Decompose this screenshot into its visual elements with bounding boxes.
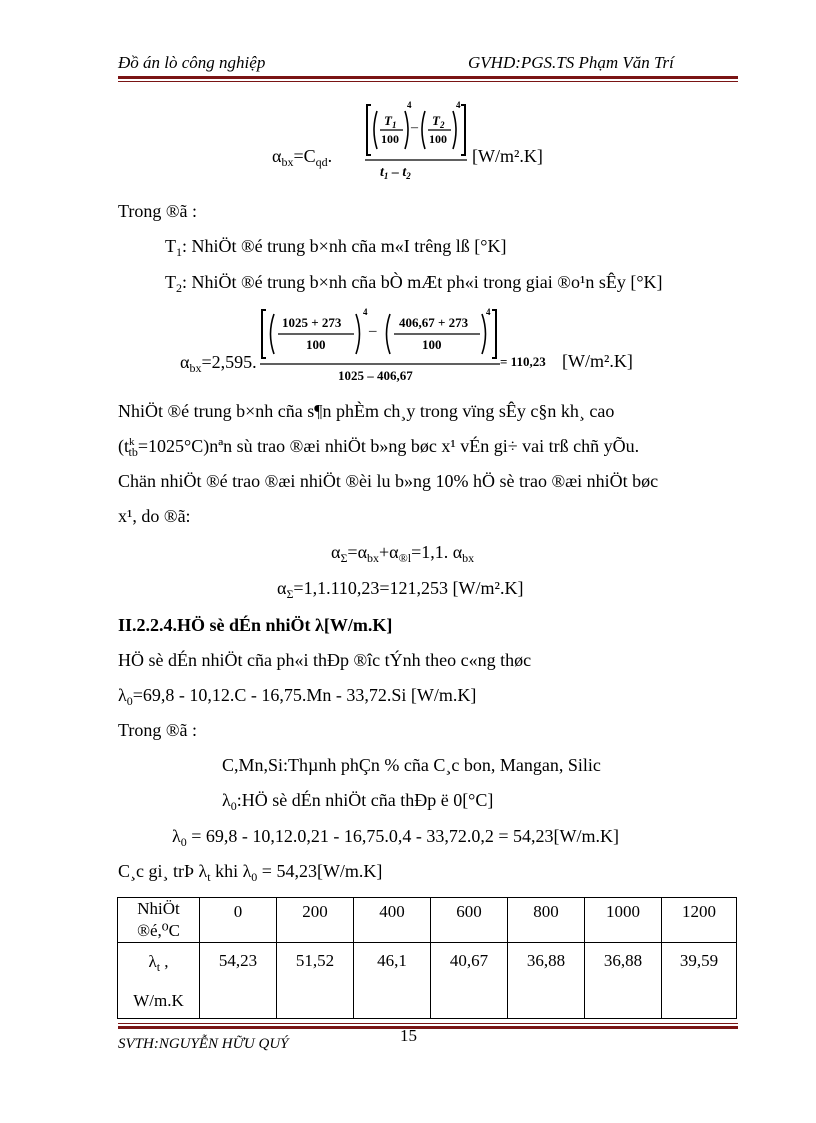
table-cell: 400: [354, 898, 431, 943]
para-line-1: NhiÖt ®é trung b×nh cña s¶n phÈm ch¸y trong vïng sÊy c§n kh¸ cao: [118, 401, 615, 421]
footer-left: SVTH:NGUYỄN HỮU QUÝ: [118, 1036, 289, 1052]
table-cell: 46,1: [354, 943, 431, 1019]
lambda0-lhs: λ: [118, 685, 127, 705]
calc-sub: 0: [180, 835, 187, 849]
table-header-temp: [118, 898, 200, 943]
footer-rule-thin: [118, 1023, 738, 1024]
th-lambda-a: λ: [148, 952, 157, 971]
f1-hundred-1: 100: [381, 132, 399, 146]
para-line-2: [118, 436, 639, 460]
table-cell: 800: [508, 898, 585, 943]
th-lambda-line1: [118, 945, 199, 984]
header-rule-thin: [118, 81, 738, 82]
f2-b: 406,67 + 273: [399, 315, 469, 330]
l0-desc: :HÖ sè dÉn nhiÖt cña thÐp ë 0[°C]: [236, 790, 494, 810]
f1-c-sub: qd: [315, 155, 328, 169]
f1-power-1: 4: [407, 100, 412, 110]
f2-power-1: 4: [363, 307, 368, 317]
f2-unit: [W/m².K]: [562, 351, 633, 371]
lambda0-formula: [118, 685, 476, 709]
f1-t1: T: [384, 113, 392, 128]
table-cell: 36,88: [508, 943, 585, 1019]
lambda0-calc: [172, 826, 619, 850]
header-right: GVHD:PGS.TS Phạm Văn Trí: [468, 53, 674, 72]
f2-result: = 110,23: [500, 354, 546, 369]
f2-hundred-1: 100: [306, 337, 326, 352]
footer-rule: [118, 1026, 738, 1029]
f1-minus: –: [411, 120, 418, 135]
table-cell: 51,52: [277, 943, 354, 1019]
f2-lhs-sub: bx: [189, 361, 202, 375]
f2-minus: –: [369, 323, 377, 339]
f1-t2: T: [432, 113, 440, 128]
th-temp-line2: ®é,⁰C: [137, 921, 180, 940]
f3-c-sub: ®l: [398, 551, 412, 565]
table-row-temp: [118, 898, 737, 943]
lambda0-desc-line: [222, 790, 493, 814]
header-rule: [118, 76, 738, 79]
f2-den: 1025 – 406,67: [338, 368, 413, 383]
f3-b-sub: bx: [367, 551, 380, 565]
l0-sub: 0: [230, 799, 237, 813]
cac-sub2: 0: [251, 870, 258, 884]
lambda0-lhs-sub: 0: [126, 694, 133, 708]
th-lambda-b: ,: [160, 952, 169, 971]
table-cell: 1200: [662, 898, 737, 943]
lambda-table: [117, 897, 737, 1019]
para-line2-a: (t: [118, 436, 129, 456]
t1-label-sub: 1: [176, 245, 182, 259]
f3-d-sub: bx: [462, 551, 475, 565]
formula-alpha-sum-value: [277, 578, 523, 602]
f4-a: α: [277, 578, 287, 598]
para-line-3: Chän nhiÖt ®é trao ®æi nhiÖt ®èi lu b»ng 10% hÖ sè trao ®æi nhiÖt bøc: [118, 471, 659, 491]
formula-alpha-sum: [331, 542, 474, 566]
page-number: 15: [400, 1026, 417, 1045]
th-temp-line1: NhiÖt: [137, 899, 180, 918]
table-cell: 600: [431, 898, 508, 943]
t2-desc-line: [165, 272, 663, 296]
table-cell: 39,59: [662, 943, 737, 1019]
section-title: II.2.2.4.HÖ sè dÉn nhiÖt λ[W/m.K]: [118, 615, 393, 635]
f3-a-sub: Σ: [340, 551, 348, 565]
f1-power-2: 4: [456, 100, 461, 110]
t2-label: T: [165, 272, 176, 292]
f2-power-2: 4: [486, 307, 491, 317]
table-caption: [118, 861, 382, 885]
table-cell: 0: [200, 898, 277, 943]
table-cell: 54,23: [200, 943, 277, 1019]
para-line2-sup: k: [129, 436, 135, 448]
para-line-4: x¹, do ®ã:: [118, 506, 191, 526]
f3-b: =α: [347, 542, 368, 562]
para-line2-b: =1025°C)nªn sù trao ®æi nhiÖt b»ng bøc x¹ vÉn gi÷ vai trß chñ yÕu.: [137, 436, 640, 456]
f1-den-t1: t: [380, 165, 384, 180]
t1-desc: : NhiÖt ®é trung b×nh cña m«I trêng lß [°K]: [182, 236, 507, 256]
f4-b: =1,1.110,23=121,253 [W/m².K]: [293, 578, 524, 598]
f3-d: =1,1. α: [411, 542, 463, 562]
f1-den-sub2: 2: [406, 171, 411, 181]
f3-c: +α: [379, 542, 399, 562]
trong-do-2: Trong ®ã :: [118, 720, 198, 740]
header-left: Đồ án lò công nghiệp: [118, 53, 266, 72]
table-cell: 200: [277, 898, 354, 943]
t2-label-sub: 2: [176, 281, 182, 295]
calc-rhs: = 69,8 - 10,12.0,21 - 16,75.0,4 - 33,72.0,2 = 54,23[W/m.K]: [186, 826, 619, 846]
f1-lhs: α: [272, 146, 282, 166]
cac-a: C¸c gi¸ trÞ λ: [118, 861, 208, 881]
f1-den-minus: – t: [388, 165, 407, 180]
f1-t1-sub: 1: [391, 120, 397, 130]
f2-coef: =2,595.: [201, 352, 257, 372]
f1-t2-sub: 2: [439, 120, 445, 130]
calc-lhs: λ: [172, 826, 181, 846]
f1-unit: [W/m².K]: [472, 146, 543, 166]
th-lambda-line2: W/m.K: [133, 991, 184, 1010]
th-lambda-sub: t: [156, 960, 161, 974]
f1-eq: =C: [293, 146, 316, 166]
l0-lhs: λ: [222, 790, 231, 810]
section-line-1: HÖ sè dÉn nhiÖt cña ph«i thÐp ®îc tÝnh theo c«ng thøc: [118, 650, 532, 670]
f1-lhs-sub: bx: [281, 155, 294, 169]
f2-lhs: α: [180, 352, 190, 372]
f1-hundred-2: 100: [429, 132, 447, 146]
trong-do-1: Trong ®ã :: [118, 201, 198, 221]
lambda0-rhs: =69,8 - 10,12.C - 16,75.Mn - 33,72.Si [W/m.K]: [132, 685, 477, 705]
t1-label: T: [165, 236, 176, 256]
f3-a: α: [331, 542, 341, 562]
table-cell: 40,67: [431, 943, 508, 1019]
cac-b: khi λ: [210, 861, 252, 881]
table-row-lambda: [118, 943, 737, 1019]
f2-a: 1025 + 273: [282, 315, 342, 330]
cac-c: = 54,23[W/m.K]: [257, 861, 383, 881]
f4-a-sub: Σ: [286, 587, 294, 601]
cmn-desc: C,Mn,Si:Thµnh phÇn % cña C¸c bon, Mangan, Silic: [222, 755, 601, 775]
f1-den-sub1: 1: [383, 171, 389, 181]
t2-desc: : NhiÖt ®é trung b×nh cña bÒ mÆt ph«i trong giai ®o¹n sÊy [°K]: [182, 272, 663, 292]
table-header-lambda: [118, 943, 200, 1019]
table-cell: 1000: [585, 898, 662, 943]
para-line2-sub: tb: [128, 445, 138, 459]
t1-desc-line: [165, 236, 506, 260]
table-cell: 36,88: [585, 943, 662, 1019]
f2-hundred-2: 100: [422, 337, 442, 352]
f1-dot: .: [327, 146, 333, 166]
cac-sub: t: [207, 870, 211, 884]
